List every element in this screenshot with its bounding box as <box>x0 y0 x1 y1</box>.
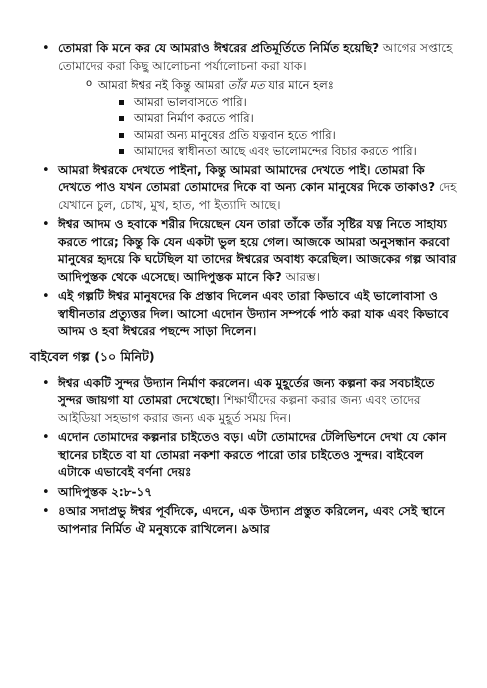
section-title: বাইবেল গল্প (১০ মিনিট) <box>30 348 155 364</box>
question-bold: আমরা ঈশ্বরকে দেখতে পাইনা, কিন্তু আমরা আমাদের দেখতে পাই। তোমরা কি দেখতে পাও যখন তোমরা তোমাদের দিকে বা অন্য কোন মানুষের দিকে তাকাও? <box>58 162 436 194</box>
instruction-text: আগের সপ্তাহে তোমাদের করা কিছু আলোচনা পর্যালোচনা করা যাক। <box>58 41 453 73</box>
list-item <box>30 375 459 428</box>
sub-sub-list <box>58 94 459 160</box>
list-item <box>30 503 459 538</box>
list-item <box>30 288 459 341</box>
list-item <box>30 216 459 286</box>
sub-text-post: যার মানে হলঃ <box>264 78 334 92</box>
discussion-list <box>30 40 459 341</box>
sub-list <box>58 77 459 94</box>
scripture-reference: আদিপুস্তক ২:৮-১৭ <box>58 484 153 499</box>
list-item <box>30 40 459 160</box>
statement-bold: এই গল্পটি ঈশ্বর মানুষদের কি প্রস্তাব দিলেন এবং তারা কিভাবে এই ভালোবাসা ও স্বাধীনতার প্রত্যুত্তর দিল। আসো এদোন উদ্যান সম্পর্কে পাঠ করা যাক এবং কিভাবে আদম ও হবা ঈশ্বরের পছন্দে সাড়া দিলেন। <box>58 289 449 338</box>
instruction-text: শিক্ষার্থীদের কল্পনা করার জন্য এবং তাদের আইডিয়া সহভাগ করার জন্য এক মুহূর্ত সময় দিন। <box>58 393 421 425</box>
answer-text: আরম্ভ। <box>281 269 320 284</box>
sub-list-item <box>58 77 459 94</box>
bible-story-list <box>30 375 459 539</box>
instruction-text: দেহ যেখানে চুল, চোখ, মুখ, হাত, পা ইত্যাদি আছে। <box>58 180 457 212</box>
sub-sub-item: আমরা ভালবাসতে পারি। <box>94 94 459 111</box>
sub-sub-item: আমাদের স্বাধীনতা আছে এবং ভালোমন্দের বিচার করতে পারি। <box>94 143 459 160</box>
sub-text-pre: আমরা ঈশ্বর নই কিন্তু আমরা <box>98 78 228 92</box>
list-item <box>30 429 459 482</box>
sub-text-italic: তাঁর মত <box>227 78 265 92</box>
statement-bold: ঈশ্বর একটি সুন্দর উদ্যান নির্মাণ করলেন। এক মুহূর্তের জন্য কল্পনা কর সবচাইতে সুন্দর জায়গা যা তোমরা দেখেছো। <box>58 375 435 407</box>
sub-sub-item: আমরা নির্মাণ করতে পারি। <box>94 110 459 127</box>
sub-sub-item: আমরা অন্য মানুষের প্রতি যত্নবান হতে পারি। <box>94 127 459 144</box>
statement-bold: ঈশ্বর আদম ও হবাকে শরীর দিয়েছেন যেন তারা তাঁকে তাঁর সৃষ্টির যত্ন নিতে সাহায্য করতে পারে; কিন্তু কি যেন একটা ভুল হয়ে গেল। আজকে আমরা অনুসন্ধান করবো মানুষের হৃদয়ে কি ঘটেছিল যা তাদের ঈশ্বরের অবাধ্য করেছিল। আজকের গল্প আবার আদিপুস্তক থেকে এসেছে। আদিপুস্তক মানে কি? <box>58 217 457 284</box>
list-item <box>30 484 459 502</box>
statement-bold: এদোন তোমাদের কল্পনার চাইতেও বড়। এটা তোমাদের টেলিভিশনে দেখা যে কোন স্থানের চাইতে বা যা তোমরা নকশা করতে পারো তার চাইতেও সুন্দর। বাইবেল এটাকে এভাবেই বর্ণনা দেয়ঃ <box>58 430 447 479</box>
question-bold: তোমরা কি মনে কর যে আমরাও ঈশ্বরের প্রতিমূর্তিতে নির্মিত হয়েছি? <box>58 41 380 55</box>
scripture-text: ৪আর সদাপ্রভু ঈশ্বর পূর্বদিকে, এদনে, এক উদ্যান প্রস্তুত করিলেন, এবং সেই স্থানে আপনার নির্মিত ঐ মনুষ্যকে রাখিলেন। ৯আর <box>58 504 445 536</box>
list-item <box>30 162 459 215</box>
